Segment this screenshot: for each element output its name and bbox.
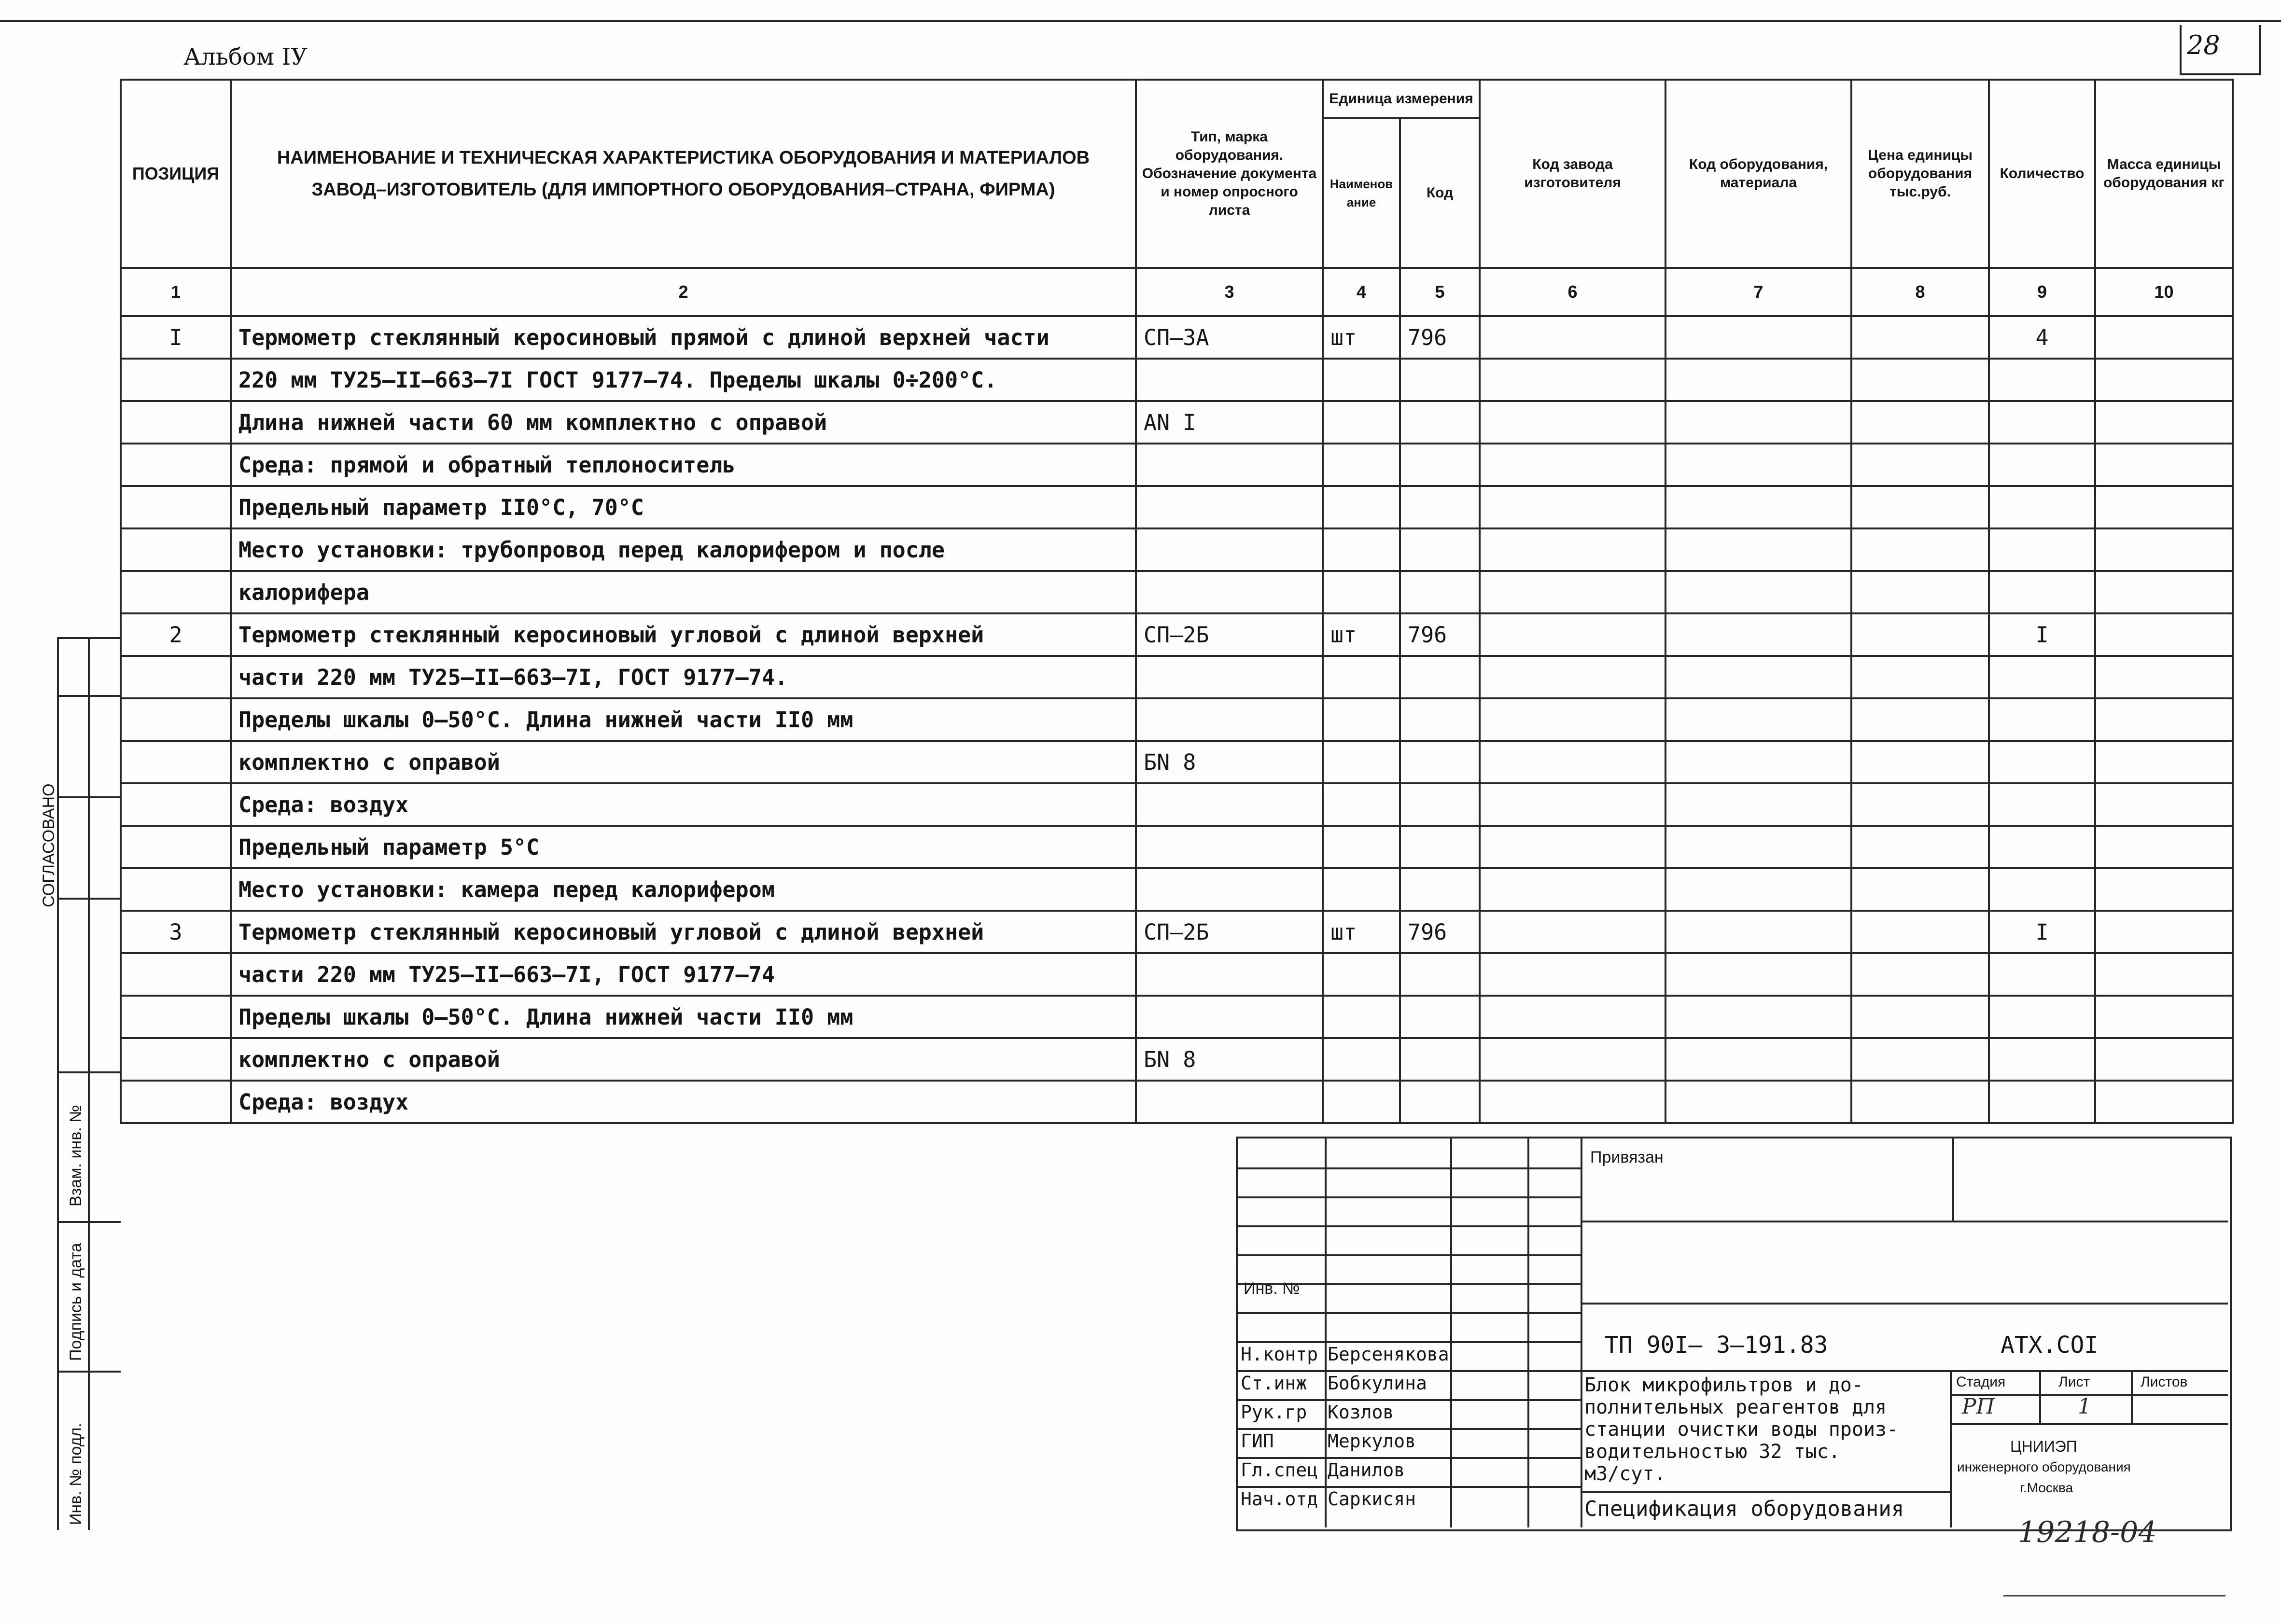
row-unit-code bbox=[1400, 868, 1480, 911]
row-unit-code bbox=[1400, 401, 1480, 444]
row-description: Среда: воздух bbox=[231, 783, 1136, 826]
row-maker-code bbox=[1480, 1081, 1665, 1123]
row-unit-name bbox=[1323, 486, 1400, 528]
row-unit-code bbox=[1400, 444, 1480, 486]
row-type bbox=[1136, 953, 1323, 996]
row-maker-code bbox=[1480, 868, 1665, 911]
row-unit-code: 796 bbox=[1400, 316, 1480, 359]
col-number: 5 bbox=[1400, 268, 1480, 316]
sheet-number: 28 bbox=[2187, 30, 2220, 60]
row-maker-code bbox=[1480, 996, 1665, 1038]
row-maker-code bbox=[1480, 486, 1665, 528]
org-line3: г.Москва bbox=[2020, 1480, 2073, 1495]
row-mass bbox=[2095, 783, 2233, 826]
row-maker-code bbox=[1480, 528, 1665, 571]
row-price bbox=[1851, 1081, 1989, 1123]
top-border-rule bbox=[0, 20, 2281, 22]
row-price bbox=[1851, 1038, 1989, 1081]
row-price bbox=[1851, 953, 1989, 996]
row-equip-code bbox=[1665, 826, 1851, 868]
row-unit-name bbox=[1323, 826, 1400, 868]
specification-title: Спецификация оборудования bbox=[1584, 1497, 1904, 1521]
row-unit-name bbox=[1323, 741, 1400, 783]
specification-table bbox=[120, 79, 2234, 1124]
row-equip-code bbox=[1665, 571, 1851, 613]
row-equip-code bbox=[1665, 996, 1851, 1038]
row-position bbox=[121, 528, 231, 571]
col-number: 4 bbox=[1323, 268, 1400, 316]
org-line2: инженерного оборудования bbox=[1957, 1459, 2131, 1474]
row-type bbox=[1136, 444, 1323, 486]
row-equip-code bbox=[1665, 1038, 1851, 1081]
row-position bbox=[121, 698, 231, 741]
row-description: Предельный параметр 5°С bbox=[231, 826, 1136, 868]
signer-role: Н.контр bbox=[1241, 1344, 1318, 1365]
header-mass: Масса единицы оборудования кг bbox=[2095, 80, 2233, 268]
row-type bbox=[1136, 528, 1323, 571]
header-unit-group: Единица измерения bbox=[1323, 80, 1480, 118]
row-quantity bbox=[1989, 868, 2095, 911]
col-number: 6 bbox=[1480, 268, 1665, 316]
row-equip-code bbox=[1665, 401, 1851, 444]
row-mass bbox=[2095, 826, 2233, 868]
row-mass bbox=[2095, 528, 2233, 571]
row-type bbox=[1136, 698, 1323, 741]
row-equip-code bbox=[1665, 528, 1851, 571]
project-title-line: Блок микрофильтров и до- bbox=[1584, 1374, 1863, 1396]
row-type bbox=[1136, 783, 1323, 826]
row-equip-code bbox=[1665, 868, 1851, 911]
row-type bbox=[1136, 486, 1323, 528]
row-position bbox=[121, 996, 231, 1038]
row-unit-name bbox=[1323, 783, 1400, 826]
row-quantity: I bbox=[1989, 911, 2095, 953]
footer-archive-number: 19218-04 bbox=[2018, 1515, 2157, 1549]
row-mass bbox=[2095, 613, 2233, 656]
row-unit-code: 796 bbox=[1400, 613, 1480, 656]
row-price bbox=[1851, 996, 1989, 1038]
row-position: 3 bbox=[121, 911, 231, 953]
row-unit-code bbox=[1400, 826, 1480, 868]
row-price bbox=[1851, 826, 1989, 868]
project-title-line: полнительных реагентов для bbox=[1584, 1396, 1887, 1418]
row-equip-code bbox=[1665, 741, 1851, 783]
signer-role: ГИП bbox=[1241, 1430, 1274, 1452]
row-description: Место установки: трубопровод перед калорифером и после bbox=[231, 528, 1136, 571]
stage-label: Стадия bbox=[1956, 1374, 2006, 1390]
row-type: АN I bbox=[1136, 401, 1323, 444]
row-maker-code bbox=[1480, 316, 1665, 359]
row-unit-name bbox=[1323, 444, 1400, 486]
row-unit-code bbox=[1400, 656, 1480, 698]
row-price bbox=[1851, 528, 1989, 571]
row-unit-name bbox=[1323, 996, 1400, 1038]
row-mass bbox=[2095, 1038, 2233, 1081]
row-price bbox=[1851, 911, 1989, 953]
row-position bbox=[121, 359, 231, 401]
label-vzam-inv: Взам. инв. № bbox=[67, 1105, 85, 1207]
row-unit-code bbox=[1400, 1081, 1480, 1123]
row-position bbox=[121, 741, 231, 783]
header-name-line2: ЗАВОД–ИЗГОТОВИТЕЛЬ (ДЛЯ ИМПОРТНОГО ОБОРУДОВАНИЯ–СТРАНА, ФИРМА) bbox=[311, 180, 1055, 200]
row-price bbox=[1851, 486, 1989, 528]
row-unit-code bbox=[1400, 741, 1480, 783]
row-equip-code bbox=[1665, 783, 1851, 826]
col-number: 3 bbox=[1136, 268, 1323, 316]
row-unit-name: шт bbox=[1323, 316, 1400, 359]
row-mass bbox=[2095, 953, 2233, 996]
row-unit-code bbox=[1400, 486, 1480, 528]
row-quantity bbox=[1989, 826, 2095, 868]
header-unit-code: Код bbox=[1400, 118, 1480, 268]
stage-value: РП bbox=[1962, 1394, 1995, 1419]
table-row bbox=[121, 868, 2233, 911]
signer-role: Гл.спец bbox=[1241, 1459, 1318, 1481]
row-type: БN 8 bbox=[1136, 1038, 1323, 1081]
table-row bbox=[121, 1081, 2233, 1123]
row-description: Термометр стеклянный керосиновый прямой с длиной верхней части bbox=[231, 316, 1136, 359]
row-position bbox=[121, 826, 231, 868]
row-unit-name bbox=[1323, 359, 1400, 401]
signer-name: Саркисян bbox=[1328, 1488, 1416, 1510]
row-quantity: 4 bbox=[1989, 316, 2095, 359]
row-unit-code bbox=[1400, 571, 1480, 613]
row-quantity bbox=[1989, 528, 2095, 571]
row-description: Пределы шкалы 0–50°С. Длина нижней части II0 мм bbox=[231, 698, 1136, 741]
row-quantity bbox=[1989, 741, 2095, 783]
row-type bbox=[1136, 571, 1323, 613]
table-row bbox=[121, 571, 2233, 613]
row-description: Место установки: камера перед калорифером bbox=[231, 868, 1136, 911]
table-row bbox=[121, 996, 2233, 1038]
org-line1: ЦНИИЭП bbox=[2010, 1438, 2077, 1455]
row-equip-code bbox=[1665, 698, 1851, 741]
row-description: Пределы шкалы 0–50°С. Длина нижней части II0 мм bbox=[231, 996, 1136, 1038]
row-unit-code bbox=[1400, 698, 1480, 741]
row-maker-code bbox=[1480, 783, 1665, 826]
table-row bbox=[121, 401, 2233, 444]
row-equip-code bbox=[1665, 444, 1851, 486]
row-maker-code bbox=[1480, 1038, 1665, 1081]
row-equip-code bbox=[1665, 316, 1851, 359]
col-number: 7 bbox=[1665, 268, 1851, 316]
row-quantity bbox=[1989, 953, 2095, 996]
row-quantity bbox=[1989, 444, 2095, 486]
row-unit-code bbox=[1400, 783, 1480, 826]
row-mass bbox=[2095, 401, 2233, 444]
project-title bbox=[1584, 1374, 1946, 1485]
document-code: ТП 90I– 3–191.83 bbox=[1605, 1332, 1828, 1359]
row-description: 220 мм ТУ25–II–663–7I ГОСТ 9177–74. Пределы шкалы 0÷200°С. bbox=[231, 359, 1136, 401]
row-unit-name bbox=[1323, 528, 1400, 571]
header-name bbox=[231, 80, 1136, 268]
row-price bbox=[1851, 868, 1989, 911]
row-position bbox=[121, 868, 231, 911]
row-description: Термометр стеклянный керосиновый угловой с длиной верхней bbox=[231, 613, 1136, 656]
col-number: 10 bbox=[2095, 268, 2233, 316]
table-row bbox=[121, 444, 2233, 486]
signer-name: Данилов bbox=[1328, 1459, 1405, 1481]
row-maker-code bbox=[1480, 401, 1665, 444]
row-description: Предельный параметр II0°С, 70°С bbox=[231, 486, 1136, 528]
row-price bbox=[1851, 316, 1989, 359]
row-mass bbox=[2095, 359, 2233, 401]
row-position bbox=[121, 486, 231, 528]
row-equip-code bbox=[1665, 613, 1851, 656]
document-mark: АТХ.СОI bbox=[2001, 1332, 2099, 1359]
header-price: Цена единицы оборудования тыс.руб. bbox=[1851, 80, 1989, 268]
row-price bbox=[1851, 444, 1989, 486]
row-type bbox=[1136, 1081, 1323, 1123]
project-title-line: станции очистки воды произ- bbox=[1584, 1418, 1899, 1441]
row-price bbox=[1851, 359, 1989, 401]
row-unit-code bbox=[1400, 528, 1480, 571]
row-maker-code bbox=[1480, 826, 1665, 868]
row-description: Среда: воздух bbox=[231, 1081, 1136, 1123]
row-price bbox=[1851, 741, 1989, 783]
row-quantity bbox=[1989, 1081, 2095, 1123]
row-price bbox=[1851, 401, 1989, 444]
signer-name: Меркулов bbox=[1328, 1430, 1416, 1452]
row-quantity bbox=[1989, 996, 2095, 1038]
header-maker-code: Код завода изготовителя bbox=[1480, 80, 1665, 268]
row-unit-code bbox=[1400, 953, 1480, 996]
table-row bbox=[121, 698, 2233, 741]
project-title-line: м3/сут. bbox=[1584, 1463, 1666, 1485]
table-row bbox=[121, 826, 2233, 868]
row-mass bbox=[2095, 486, 2233, 528]
row-quantity bbox=[1989, 1038, 2095, 1081]
row-maker-code bbox=[1480, 571, 1665, 613]
col-number: 8 bbox=[1851, 268, 1989, 316]
row-mass bbox=[2095, 741, 2233, 783]
signer-name: Берсенякова bbox=[1328, 1344, 1449, 1365]
row-position bbox=[121, 1038, 231, 1081]
row-mass bbox=[2095, 656, 2233, 698]
label-inv-podl: Инв. № подл. bbox=[67, 1423, 85, 1525]
row-maker-code bbox=[1480, 953, 1665, 996]
sheet-label: Лист bbox=[2058, 1374, 2090, 1390]
row-type bbox=[1136, 868, 1323, 911]
table-row bbox=[121, 316, 2233, 359]
row-description: Термометр стеклянный керосиновый угловой с длиной верхней bbox=[231, 911, 1136, 953]
bottom-rule bbox=[2003, 1595, 2225, 1596]
row-type: СП–2Б bbox=[1136, 911, 1323, 953]
row-unit-name bbox=[1323, 571, 1400, 613]
row-type bbox=[1136, 996, 1323, 1038]
table-row bbox=[121, 656, 2233, 698]
row-description: комплектно с оправой bbox=[231, 741, 1136, 783]
row-equip-code bbox=[1665, 656, 1851, 698]
left-approval-strip bbox=[40, 637, 122, 1530]
title-block-stamp bbox=[1236, 1137, 2232, 1531]
row-unit-code: 796 bbox=[1400, 911, 1480, 953]
row-quantity bbox=[1989, 656, 2095, 698]
row-mass bbox=[2095, 444, 2233, 486]
row-type bbox=[1136, 826, 1323, 868]
header-position: ПОЗИЦИЯ bbox=[121, 80, 231, 268]
privyazan-label: Привязан bbox=[1590, 1148, 1664, 1166]
row-position bbox=[121, 953, 231, 996]
signer-role: Ст.инж bbox=[1241, 1373, 1307, 1394]
row-maker-code bbox=[1480, 613, 1665, 656]
row-maker-code bbox=[1480, 741, 1665, 783]
row-unit-name bbox=[1323, 868, 1400, 911]
col-number: 9 bbox=[1989, 268, 2095, 316]
label-sign-date: Подпись и дата bbox=[67, 1243, 85, 1361]
row-maker-code bbox=[1480, 444, 1665, 486]
header-type: Тип, марка оборудования. Обозначение документа и номер опросного листа bbox=[1136, 80, 1323, 268]
table-row bbox=[121, 486, 2233, 528]
row-unit-name bbox=[1323, 698, 1400, 741]
row-unit-code bbox=[1400, 1038, 1480, 1081]
row-equip-code bbox=[1665, 911, 1851, 953]
row-price bbox=[1851, 698, 1989, 741]
row-mass bbox=[2095, 1081, 2233, 1123]
album-label: Альбом IУ bbox=[183, 43, 308, 70]
row-maker-code bbox=[1480, 911, 1665, 953]
row-equip-code bbox=[1665, 359, 1851, 401]
row-maker-code bbox=[1480, 656, 1665, 698]
row-quantity bbox=[1989, 486, 2095, 528]
row-price bbox=[1851, 571, 1989, 613]
row-price bbox=[1851, 783, 1989, 826]
row-quantity bbox=[1989, 571, 2095, 613]
row-quantity bbox=[1989, 359, 2095, 401]
header-qty: Количество bbox=[1989, 80, 2095, 268]
row-quantity bbox=[1989, 783, 2095, 826]
table-body bbox=[121, 316, 2233, 1123]
row-description: Среда: прямой и обратный теплоноситель bbox=[231, 444, 1136, 486]
row-equip-code bbox=[1665, 953, 1851, 996]
signer-role: Нач.отд bbox=[1241, 1488, 1318, 1510]
table-row bbox=[121, 359, 2233, 401]
inv-number-label: Инв. № bbox=[1244, 1279, 1300, 1298]
signer-name: Бобкулина bbox=[1328, 1373, 1427, 1394]
table-row bbox=[121, 1038, 2233, 1081]
row-type: БN 8 bbox=[1136, 741, 1323, 783]
col-number: 1 bbox=[121, 268, 231, 316]
row-price bbox=[1851, 613, 1989, 656]
row-mass bbox=[2095, 316, 2233, 359]
row-position bbox=[121, 783, 231, 826]
label-soglasovano: СОГЛАСОВАНО bbox=[40, 783, 58, 907]
row-unit-name bbox=[1323, 656, 1400, 698]
row-position bbox=[121, 656, 231, 698]
row-description: комплектно с оправой bbox=[231, 1038, 1136, 1081]
row-unit-name bbox=[1323, 1081, 1400, 1123]
sheets-label: Листов bbox=[2141, 1374, 2188, 1390]
row-description: части 220 мм ТУ25–II–663–7I, ГОСТ 9177–74. bbox=[231, 656, 1136, 698]
sheet-value: 1 bbox=[2078, 1394, 2091, 1419]
row-description: Длина нижней части 60 мм комплектно с оправой bbox=[231, 401, 1136, 444]
row-mass bbox=[2095, 868, 2233, 911]
signer-name: Козлов bbox=[1328, 1402, 1394, 1423]
project-title-line: водительностью 32 тыс. bbox=[1584, 1441, 1840, 1463]
row-unit-name: шт bbox=[1323, 613, 1400, 656]
row-equip-code bbox=[1665, 486, 1851, 528]
row-mass bbox=[2095, 911, 2233, 953]
table-row bbox=[121, 783, 2233, 826]
table-row bbox=[121, 741, 2233, 783]
row-quantity bbox=[1989, 401, 2095, 444]
row-type bbox=[1136, 656, 1323, 698]
row-description: части 220 мм ТУ25–II–663–7I, ГОСТ 9177–74 bbox=[231, 953, 1136, 996]
row-type: СП–2Б bbox=[1136, 613, 1323, 656]
row-mass bbox=[2095, 698, 2233, 741]
table-row bbox=[121, 953, 2233, 996]
row-quantity: I bbox=[1989, 613, 2095, 656]
row-position bbox=[121, 1081, 231, 1123]
row-type bbox=[1136, 359, 1323, 401]
header-equip-code: Код оборудования, материала bbox=[1665, 80, 1851, 268]
row-maker-code bbox=[1480, 359, 1665, 401]
row-maker-code bbox=[1480, 698, 1665, 741]
row-unit-code bbox=[1400, 996, 1480, 1038]
row-position bbox=[121, 444, 231, 486]
table-row bbox=[121, 528, 2233, 571]
row-position bbox=[121, 401, 231, 444]
signer-role: Рук.гр bbox=[1241, 1402, 1307, 1423]
row-unit-name bbox=[1323, 1038, 1400, 1081]
row-equip-code bbox=[1665, 1081, 1851, 1123]
row-description: калорифера bbox=[231, 571, 1136, 613]
header-name-line1: НАИМЕНОВАНИЕ И ТЕХНИЧЕСКАЯ ХАРАКТЕРИСТИКА ОБОРУДОВАНИЯ И МАТЕРИАЛОВ bbox=[277, 148, 1090, 168]
row-unit-name bbox=[1323, 953, 1400, 996]
row-price bbox=[1851, 656, 1989, 698]
header-unit-name: Наименование bbox=[1323, 118, 1400, 268]
row-unit-name: шт bbox=[1323, 911, 1400, 953]
row-type: СП–3А bbox=[1136, 316, 1323, 359]
row-mass bbox=[2095, 571, 2233, 613]
table-row bbox=[121, 911, 2233, 953]
row-unit-name bbox=[1323, 401, 1400, 444]
row-unit-code bbox=[1400, 359, 1480, 401]
row-position: 2 bbox=[121, 613, 231, 656]
row-position bbox=[121, 571, 231, 613]
row-position: I bbox=[121, 316, 231, 359]
row-quantity bbox=[1989, 698, 2095, 741]
col-number: 2 bbox=[231, 268, 1136, 316]
row-mass bbox=[2095, 996, 2233, 1038]
table-row bbox=[121, 613, 2233, 656]
